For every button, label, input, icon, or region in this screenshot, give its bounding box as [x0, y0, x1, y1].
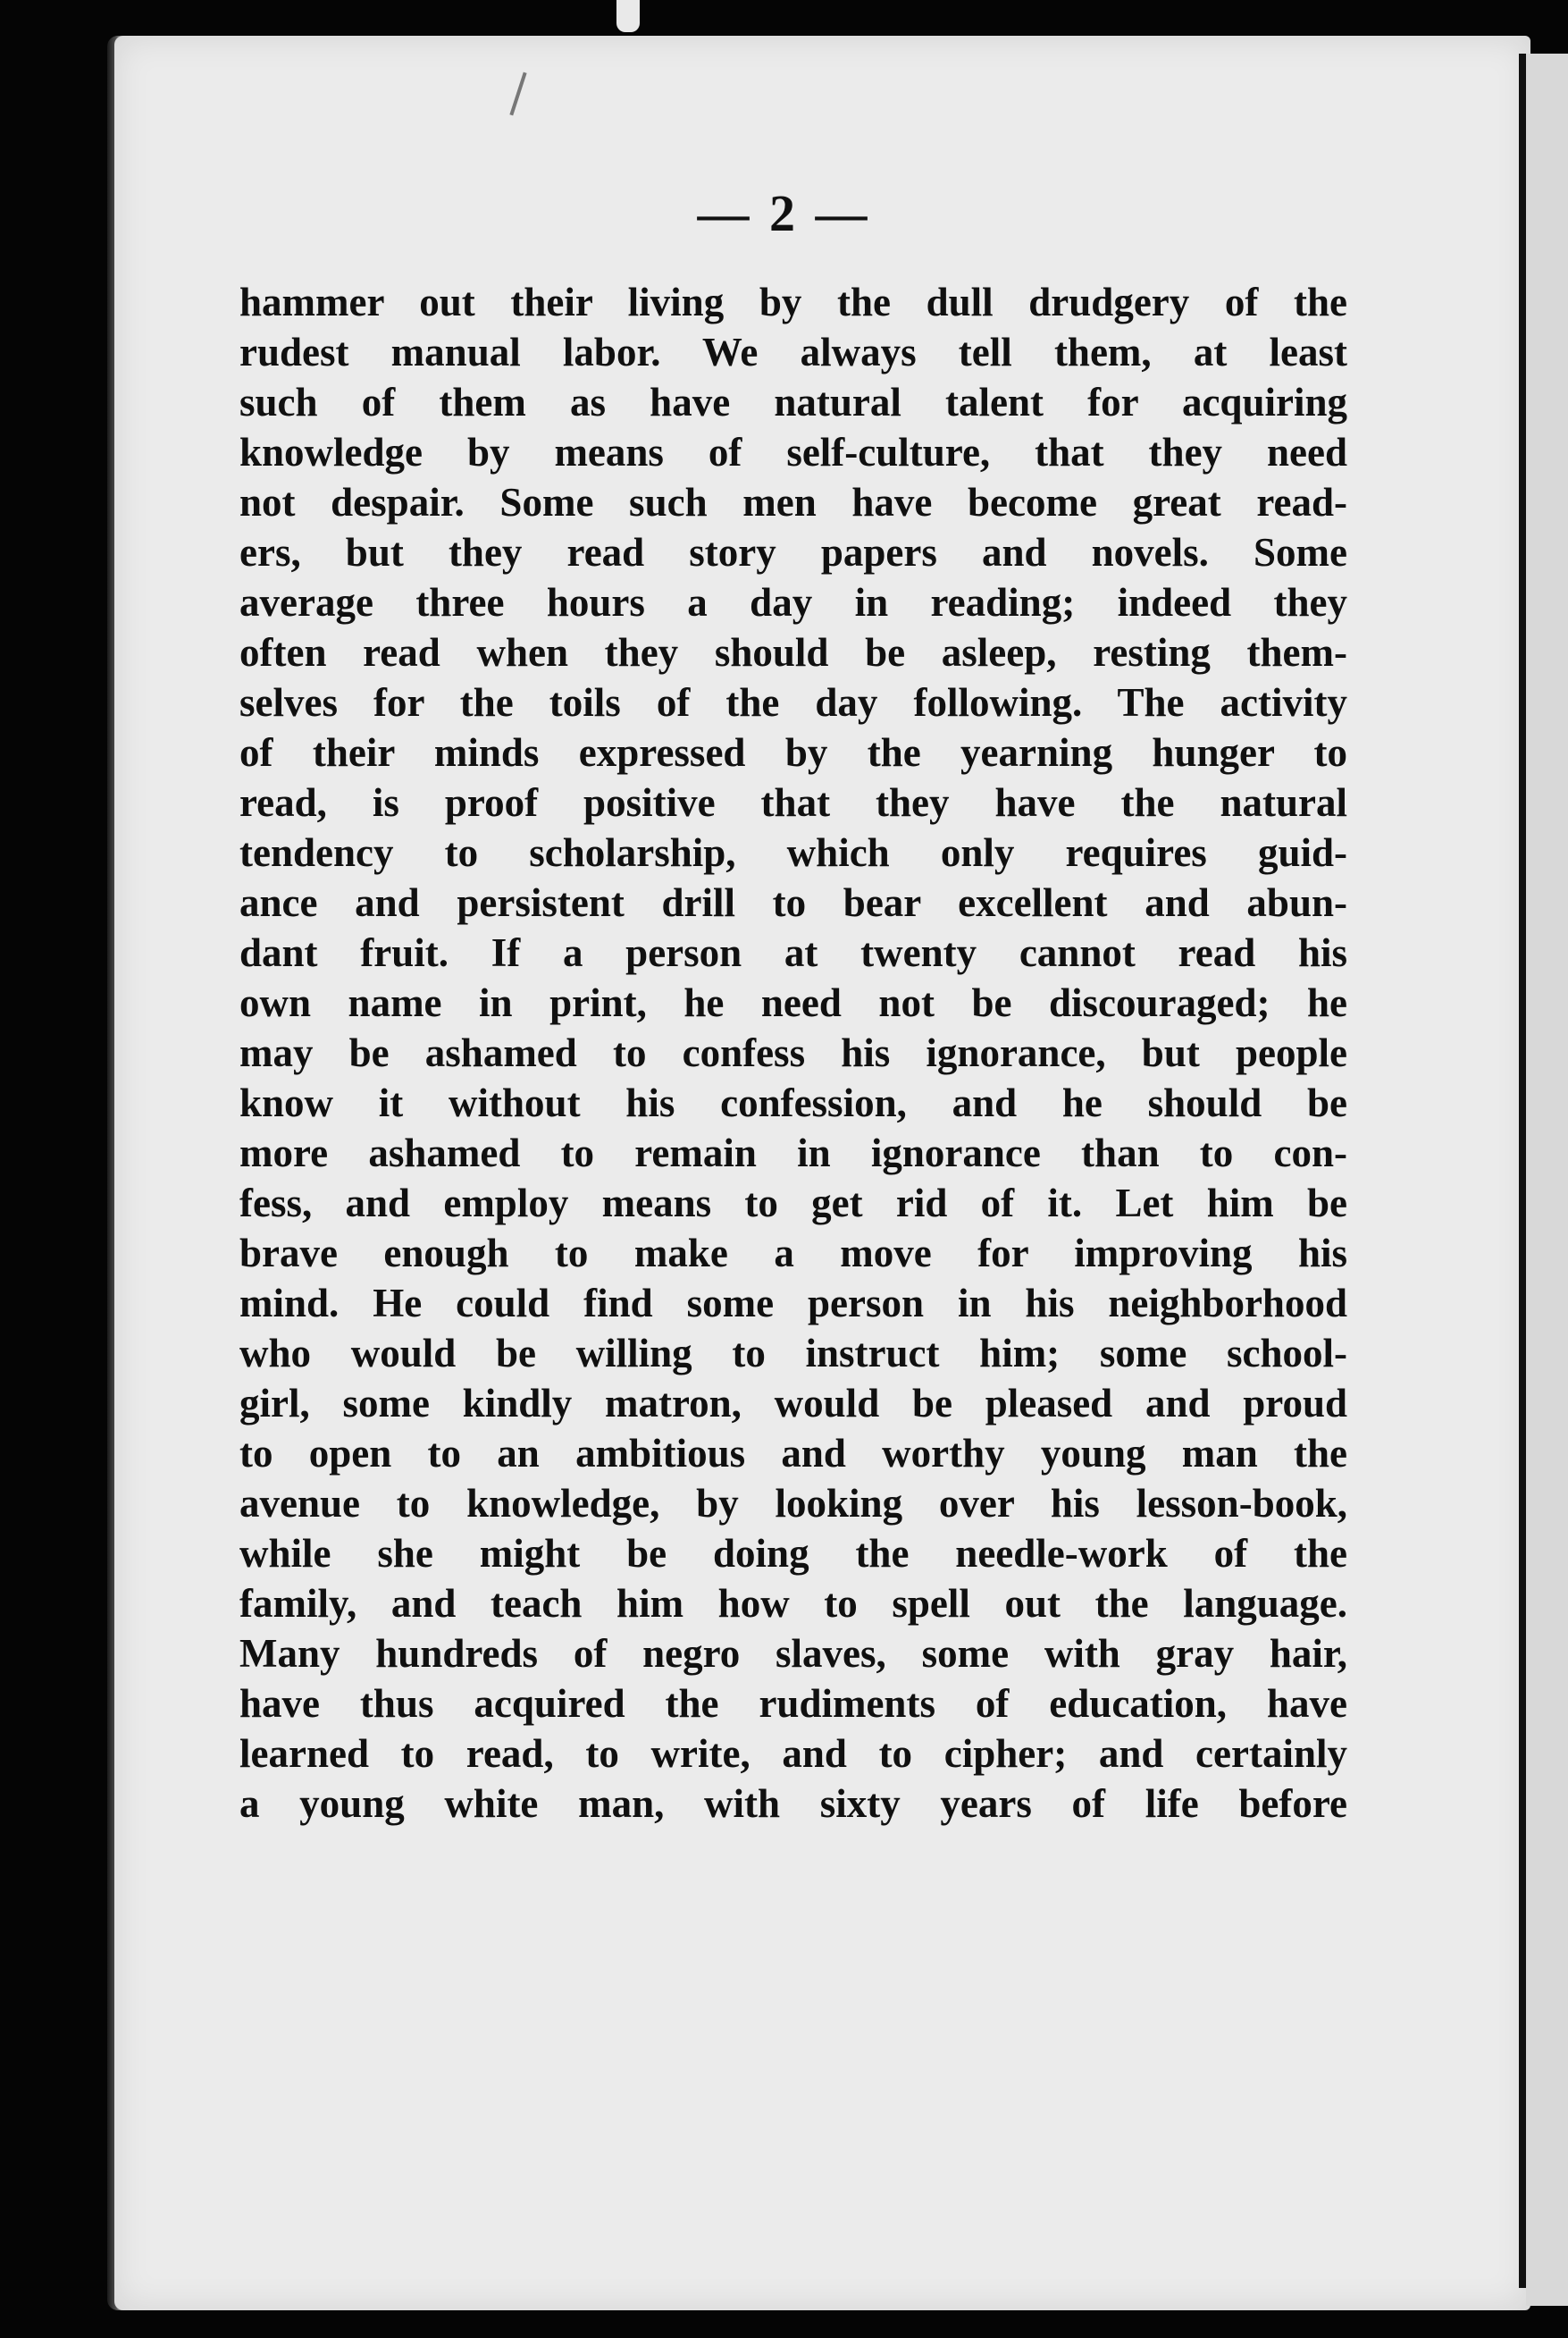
- text-line: to open to an ambitious and worthy young man the: [239, 1431, 1347, 1476]
- text-line: ance and persistent drill to bear excellent and abun-: [239, 880, 1347, 925]
- text-line: knowledge by means of self-culture, that they need: [239, 430, 1347, 475]
- text-line: have thus acquired the rudiments of education, have: [239, 1681, 1347, 1726]
- text-line: not despair. Some such men have become great read-: [239, 480, 1347, 525]
- text-line: avenue to knowledge, by looking over his lesson-book,: [239, 1481, 1347, 1526]
- text-line: who would be willing to instruct him; some school-: [239, 1331, 1347, 1375]
- scan-artifact-top: [616, 0, 640, 32]
- text-line: brave enough to make a move for improving his: [239, 1231, 1347, 1275]
- text-line: mind. He could find some person in his neighborhood: [239, 1281, 1347, 1325]
- text-line: such of them as have natural talent for acquiring: [239, 380, 1347, 425]
- page-gutter: [1519, 54, 1526, 2288]
- text-line: dant fruit. If a person at twenty cannot read his: [239, 930, 1347, 975]
- text-line: fess, and employ means to get rid of it. Let him be: [239, 1181, 1347, 1225]
- text-line: tendency to scholarship, which only requires guid-: [239, 830, 1347, 875]
- page-number: — 2 —: [697, 184, 871, 242]
- text-line: learned to read, to write, and to cipher; and certainly: [239, 1731, 1347, 1776]
- text-line: ers, but they read story papers and novels. Some: [239, 530, 1347, 575]
- text-line: selves for the toils of the day following. The activity: [239, 680, 1347, 725]
- text-line: rudest manual labor. We always tell them, at least: [239, 330, 1347, 374]
- text-line: Many hundreds of negro slaves, some with gray hair,: [239, 1631, 1347, 1676]
- facing-page-strip: [1526, 54, 1568, 2306]
- text-line: more ashamed to remain in ignorance than to con-: [239, 1131, 1347, 1175]
- text-line: average three hours a day in reading; indeed they: [239, 580, 1347, 625]
- page-body-text: [239, 277, 1347, 1829]
- text-line: may be ashamed to confess his ignorance, but people: [239, 1030, 1347, 1075]
- text-line: while she might be doing the needle-work of the: [239, 1531, 1347, 1576]
- text-line: know it without his confession, and he should be: [239, 1081, 1347, 1125]
- text-line: own name in print, he need not be discouraged; he: [239, 980, 1347, 1025]
- text-line: a young white man, with sixty years of life before: [239, 1781, 1347, 1826]
- text-line: girl, some kindly matron, would be pleased and proud: [239, 1381, 1347, 1426]
- text-line: of their minds expressed by the yearning hunger to: [239, 730, 1347, 775]
- text-line: hammer out their living by the dull drudgery of the: [239, 280, 1347, 324]
- text-line: family, and teach him how to spell out the language.: [239, 1581, 1347, 1626]
- text-line: often read when they should be asleep, resting them-: [239, 630, 1347, 675]
- text-line: read, is proof positive that they have the natural: [239, 780, 1347, 825]
